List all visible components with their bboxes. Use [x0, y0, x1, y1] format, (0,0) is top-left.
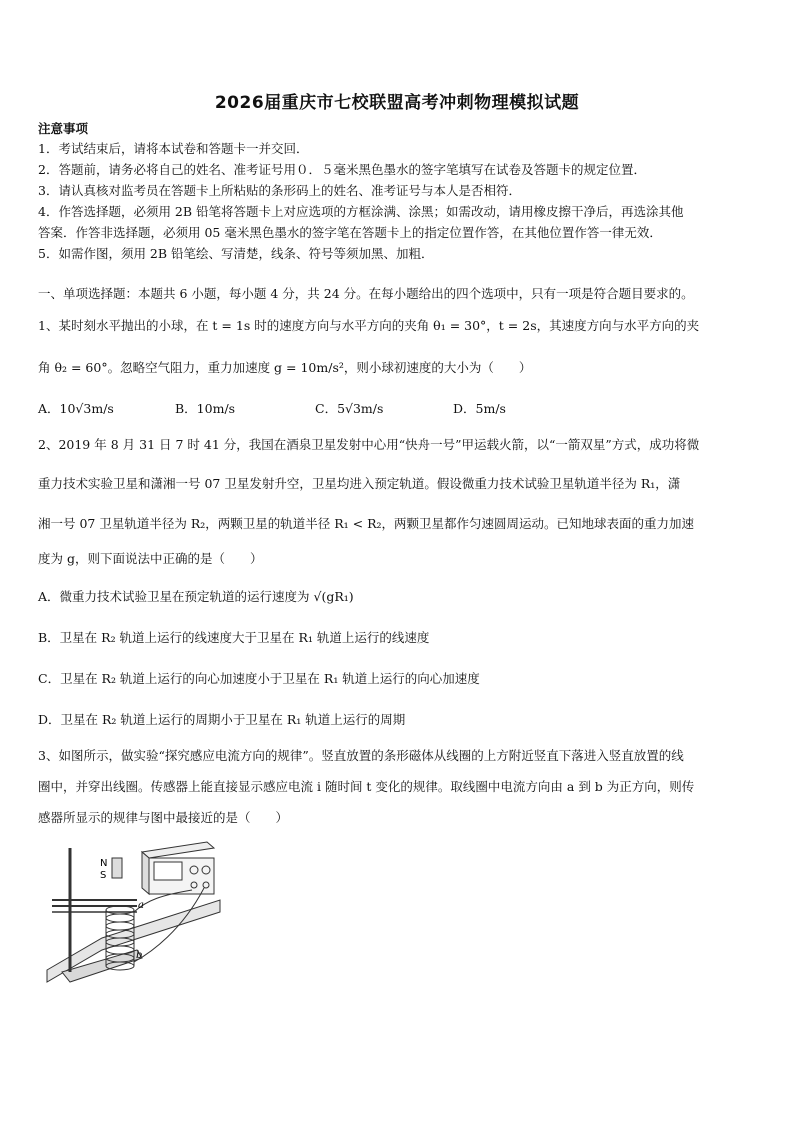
notice-item-4-cont: 答案．作答非选择题，必须用 05 毫米黑色墨水的签字笔在答题卡上的指定位置作答，在其他位置作答一律无效．	[38, 225, 662, 240]
current-sensor	[142, 842, 214, 894]
label-a: a	[138, 900, 144, 911]
q3-stem-line1: 3、如图所示，做实验“探究感应电流方向的规律”。竖直放置的条形磁体从线圈的上方附近竖直下落进入竖直放置的线	[38, 748, 684, 763]
q2-stem-line1: 2、2019 年 8 月 31 日 7 时 41 分，我国在酒泉卫星发射中心用“快舟一号”甲运载火箭，以“一箭双星”方式，成功将微	[38, 437, 700, 452]
q2-stem-line2: 重力技术实验卫星和潇湘一号 07 卫星发射升空，卫星均进入预定轨道。假设微重力技术试验卫星轨道半径为 R₁，潇	[38, 476, 681, 491]
q1-option-b: B．10m/s	[175, 401, 236, 416]
q2-option-d: D．卫星在 R₂ 轨道上运行的周期小于卫星在 R₁ 轨道上运行的周期	[38, 712, 406, 727]
bar-magnet	[112, 858, 122, 878]
notice-item-2: 2．答题前，请务必将自己的姓名、准考证号用０．５毫米黑色墨水的签字笔填写在试卷及答题卡的规定位置．	[38, 162, 646, 177]
q2-option-b: B．卫星在 R₂ 轨道上运行的线速度大于卫星在 R₁ 轨道上运行的线速度	[38, 630, 430, 645]
q2-option-a: A．微重力技术试验卫星在预定轨道的运行速度为 √(gR₁)	[38, 589, 354, 604]
q1-option-a: A．10√3m/s	[38, 401, 114, 416]
q2-option-c: C．卫星在 R₂ 轨道上运行的向心加速度小于卫星在 R₁ 轨道上运行的向心加速度	[38, 671, 480, 686]
label-b: b	[136, 950, 143, 961]
q2-stem-line3: 湘一号 07 卫星轨道半径为 R₂，两颗卫星的轨道半径 R₁ < R₂，两颗卫星都作匀速圆周运动。已知地球表面的重力加速	[38, 516, 694, 531]
q3-experiment-figure	[42, 840, 222, 1000]
notice-item-5: 5．如需作图，须用 2B 铅笔绘、写清楚，线条、符号等须加黑、加粗．	[38, 246, 434, 261]
notice-item-4: 4．作答选择题，必须用 2B 铅笔将答题卡上对应选项的方框涂满、涂黑；如需改动，请用橡皮擦干净后，再选涂其他	[38, 204, 684, 219]
label-s: S	[100, 870, 107, 881]
notice-item-3: 3．请认真核对监考员在答题卡上所粘贴的条形码上的姓名、准考证号与本人是否相符．	[38, 183, 521, 198]
q1-option-d: D．5m/s	[453, 401, 506, 416]
notice-heading: 注意事项	[38, 121, 89, 136]
q2-stem-line4: 度为 g，则下面说法中正确的是（ ）	[38, 551, 263, 566]
q3-stem-line3: 感器所显示的规律与图中最接近的是（ ）	[38, 810, 289, 825]
section-heading: 一、单项选择题：本题共 6 小题，每小题 4 分，共 24 分。在每小题给出的四个选项中，只有一项是符合题目要求的。	[38, 286, 694, 301]
q1-option-c: C．5√3m/s	[315, 401, 384, 416]
q1-stem-line2: 角 θ₂ = 60°。忽略空气阻力，重力加速度 g = 10m/s²，则小球初速度的大小为（ ）	[38, 360, 532, 375]
page-title: 2026届重庆市七校联盟高考冲刺物理模拟试题	[214, 93, 580, 113]
q3-stem-line2: 圈中，并穿出线圈。传感器上能直接显示感应电流 i 随时间 t 变化的规律。取线圈中电流方向由 a 到 b 为正方向，则传	[38, 779, 695, 794]
q1-stem-line1: 1、某时刻水平抛出的小球，在 t = 1s 时的速度方向与水平方向的夹角 θ₁ = 30°，t = 2s，其速度方向与水平方向的夹	[38, 318, 700, 333]
label-n: N	[100, 858, 108, 869]
notice-item-1: 1．考试结束后，请将本试卷和答题卡一并交回．	[38, 141, 309, 156]
